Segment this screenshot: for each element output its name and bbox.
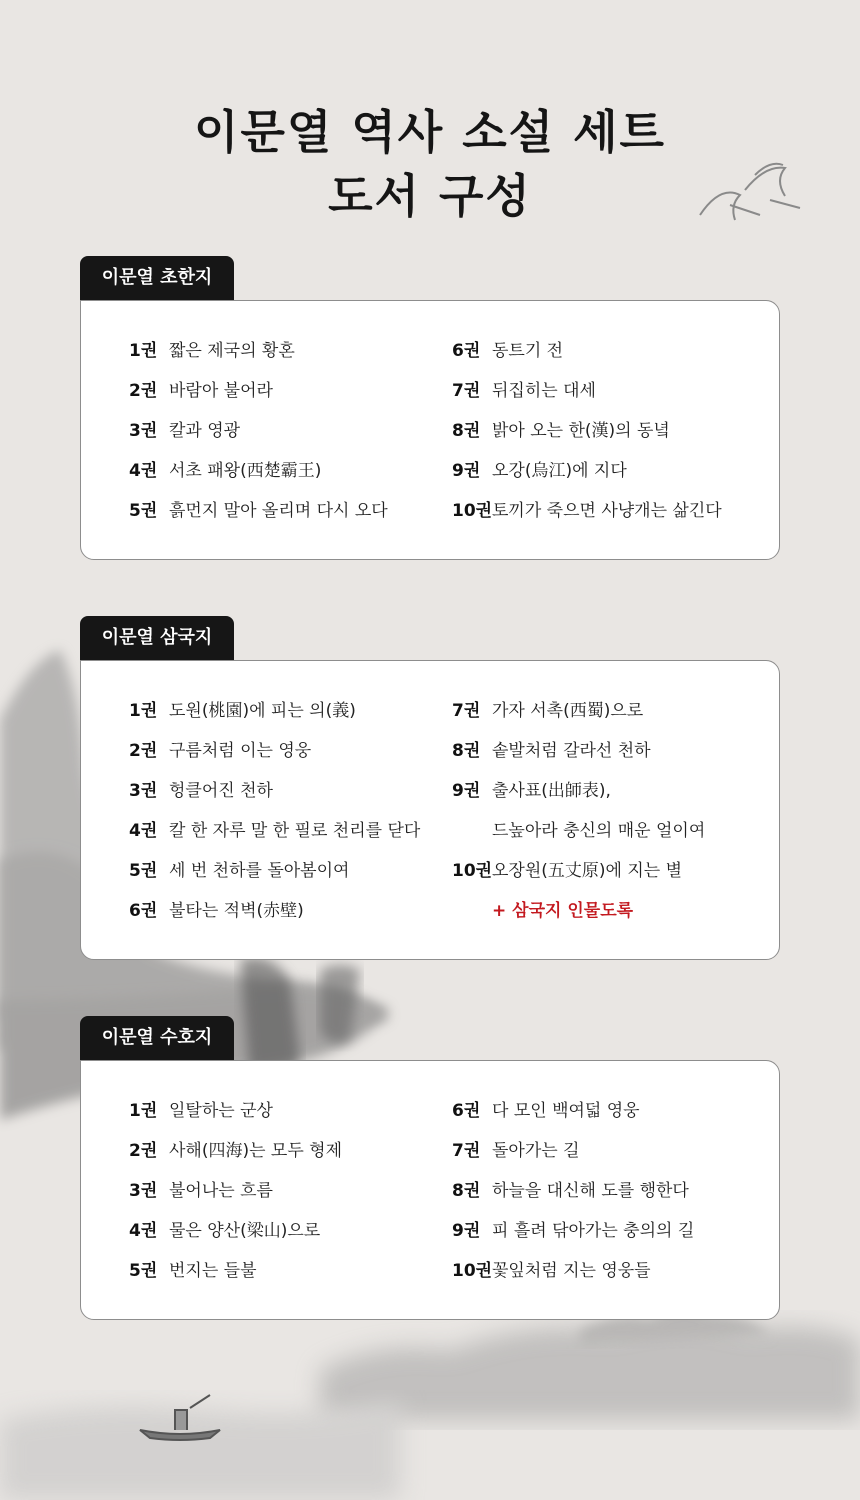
volume-title: 토끼가 죽으면 사냥개는 삶긴다: [492, 501, 722, 521]
volume-title: 번지는 들불: [169, 1261, 257, 1281]
list-item: [129, 811, 420, 851]
volume-number: 8권: [452, 1181, 481, 1201]
volume-number: 1권: [129, 701, 158, 721]
volume-number: 9권: [452, 781, 481, 801]
volume-title: 일탈하는 군상: [169, 1101, 273, 1121]
volume-title: 바람아 불어라: [169, 381, 273, 401]
volume-number: 2권: [129, 741, 158, 761]
volume-title: 꽃잎처럼 지는 영웅들: [492, 1261, 651, 1281]
list-item: [452, 411, 722, 451]
list-item: [452, 1211, 694, 1251]
volume-number: 8권: [452, 421, 481, 441]
section-tab: 이문열 삼국지: [80, 616, 234, 660]
list-item: [129, 371, 388, 411]
list-item: [129, 411, 388, 451]
page-title: [0, 100, 860, 228]
volume-title: 물은 양산(梁山)으로: [169, 1221, 321, 1241]
book-list-box: [80, 660, 780, 960]
volume-number: 9권: [452, 1221, 481, 1241]
volume-number: 6권: [129, 901, 158, 921]
volume-title: 가자 서촉(西蜀)으로: [492, 701, 644, 721]
list-item: [129, 851, 420, 891]
volume-title: 흙먼지 말아 올리며 다시 오다: [169, 501, 388, 521]
volume-title: 오장원(五丈原)에 지는 별: [492, 861, 683, 881]
volume-number: 4권: [129, 1221, 158, 1241]
list-item: [129, 1171, 342, 1211]
bonus-item: [452, 891, 705, 931]
book-list-left: [129, 691, 420, 931]
volume-title: 도원(桃園)에 피는 의(義): [169, 701, 356, 721]
list-item: [452, 1171, 694, 1211]
list-item: [129, 891, 420, 931]
volume-title: 구름처럼 이는 영웅: [169, 741, 312, 761]
list-item: [129, 331, 388, 371]
list-item: [452, 771, 705, 811]
volume-number: 3권: [129, 1181, 158, 1201]
list-item: [452, 851, 705, 891]
volume-number: 3권: [129, 781, 158, 801]
section-chohanji: [80, 256, 780, 560]
volume-number: 5권: [129, 1261, 158, 1281]
book-list-right: [452, 691, 705, 931]
volume-number: 7권: [452, 1141, 481, 1161]
volume-title: 출사표(出師表),: [492, 781, 611, 801]
list-item: [129, 491, 388, 531]
list-item: [129, 771, 420, 811]
section-tab: 이문열 수호지: [80, 1016, 234, 1060]
volume-title: 세 번 천하를 돌아봄이여: [169, 861, 350, 881]
volume-number: 10권: [452, 1261, 493, 1281]
list-item: [452, 731, 705, 771]
volume-number: 2권: [129, 1141, 158, 1161]
list-item: [452, 1091, 694, 1131]
title-line-2: 도서 구성: [328, 169, 532, 223]
volume-number: 10권: [452, 861, 493, 881]
list-item: [452, 371, 722, 411]
list-item: [452, 451, 722, 491]
list-item: [129, 1211, 342, 1251]
volume-title: 피 흘려 닦아가는 충의의 길: [492, 1221, 695, 1241]
volume-title: 사해(四海)는 모두 형제: [169, 1141, 343, 1161]
volume-number: 7권: [452, 381, 481, 401]
volume-title: 칼과 영광: [169, 421, 241, 441]
volume-title: 밝아 오는 한(漢)의 동녘: [492, 421, 670, 441]
volume-number: 3권: [129, 421, 158, 441]
list-item-continued: [452, 811, 705, 851]
volume-title: 다 모인 백여덟 영웅: [492, 1101, 640, 1121]
list-item: [129, 1131, 342, 1171]
volume-number: 4권: [129, 821, 158, 841]
list-item: [452, 491, 722, 531]
volume-title: 칼 한 자루 말 한 필로 천리를 닫다: [169, 821, 421, 841]
volume-title: 불어나는 흐름: [169, 1181, 273, 1201]
list-item: [129, 1091, 342, 1131]
list-item: [452, 1251, 694, 1291]
volume-number: 4권: [129, 461, 158, 481]
ink-mountain-bottom: [0, 1309, 860, 1500]
volume-number: 5권: [129, 501, 158, 521]
volume-title: 솥발처럼 갈라선 천하: [492, 741, 651, 761]
volume-title: 짧은 제국의 황혼: [169, 341, 295, 361]
volume-number: 7권: [452, 701, 481, 721]
volume-number: 1권: [129, 341, 158, 361]
volume-number: 2권: [129, 381, 158, 401]
volume-number: 8권: [452, 741, 481, 761]
volume-number: 10권: [452, 501, 493, 521]
list-item: [452, 1131, 694, 1171]
volume-title: 돌아가는 길: [492, 1141, 580, 1161]
volume-title: 동트기 전: [492, 341, 564, 361]
section-samgukji: [80, 616, 780, 960]
list-item: [129, 691, 420, 731]
volume-title: 서초 패왕(西楚霸王): [169, 461, 322, 481]
list-item: [129, 451, 388, 491]
book-list-box: [80, 1060, 780, 1320]
bonus-character-guide: + 삼국지 인물도록: [492, 901, 634, 921]
book-list-left: [129, 1091, 342, 1291]
book-list-left: [129, 331, 388, 531]
volume-title: 드높아라 충신의 매운 얼이여: [492, 821, 706, 841]
volume-number: 5권: [129, 861, 158, 881]
volume-number: 1권: [129, 1101, 158, 1121]
volume-title: 뒤집히는 대세: [492, 381, 596, 401]
volume-title: 하늘을 대신해 도를 행한다: [492, 1181, 689, 1201]
list-item: [129, 731, 420, 771]
volume-number: 6권: [452, 341, 481, 361]
volume-title: 불타는 적벽(赤壁): [169, 901, 304, 921]
section-tab: 이문열 초한지: [80, 256, 234, 300]
title-line-1: 이문열 역사 소설 세트: [194, 105, 666, 159]
volume-number: 6권: [452, 1101, 481, 1121]
list-item: [452, 331, 722, 371]
section-suhoji: [80, 1016, 780, 1320]
volume-title: 헝클어진 천하: [169, 781, 273, 801]
volume-number: 9권: [452, 461, 481, 481]
book-list-right: [452, 331, 722, 531]
book-list-right: [452, 1091, 694, 1291]
book-list-box: [80, 300, 780, 560]
list-item: [129, 1251, 342, 1291]
volume-title: 오강(烏江)에 지다: [492, 461, 627, 481]
list-item: [452, 691, 705, 731]
